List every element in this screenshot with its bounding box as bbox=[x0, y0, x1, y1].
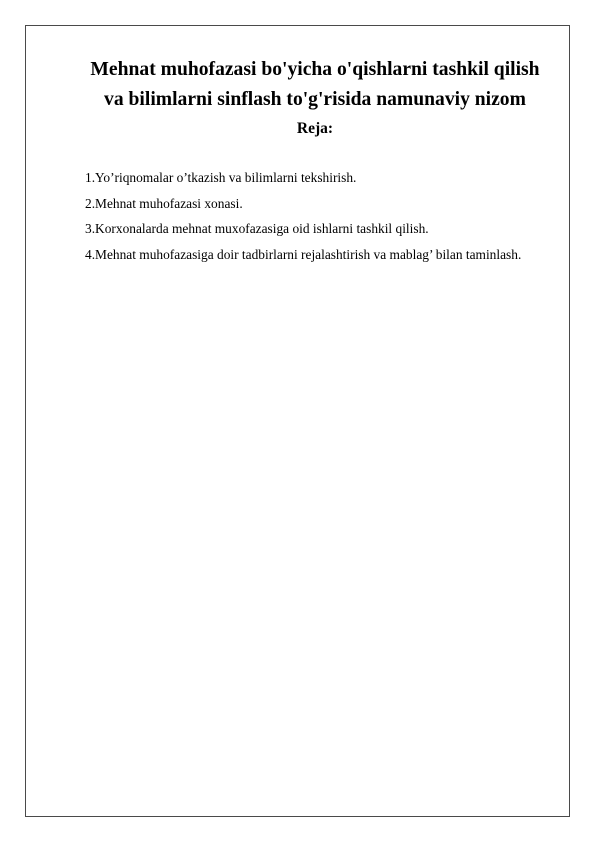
title-line-2: va bilimlarni sinflash to'g'risida namunaviy nizom bbox=[104, 89, 526, 110]
document-title bbox=[85, 55, 545, 115]
plan-item-2: 2.Mehnat muhofazasi xonasi. bbox=[85, 195, 243, 211]
plan-item-1: 1.Yo’riqnomalar o’tkazish va bilimlarni tekshirish. bbox=[85, 170, 357, 185]
plan-item-4: 4.Mehnat muhofazasiga doir tadbirlarni rejalashtirish va mablag’ bilan taminlash. bbox=[85, 246, 522, 262]
plan-list bbox=[85, 165, 545, 267]
plan-item-3: 3.Korxonalarda mehnat muxofazasiga oid ishlarni tashkil qilish. bbox=[85, 221, 429, 236]
plan-heading: Reja: bbox=[296, 120, 334, 137]
title-line-1: Mehnat muhofazasi bo'yicha o'qishlarni tashkil qilish bbox=[90, 59, 540, 80]
document-body bbox=[85, 55, 545, 267]
